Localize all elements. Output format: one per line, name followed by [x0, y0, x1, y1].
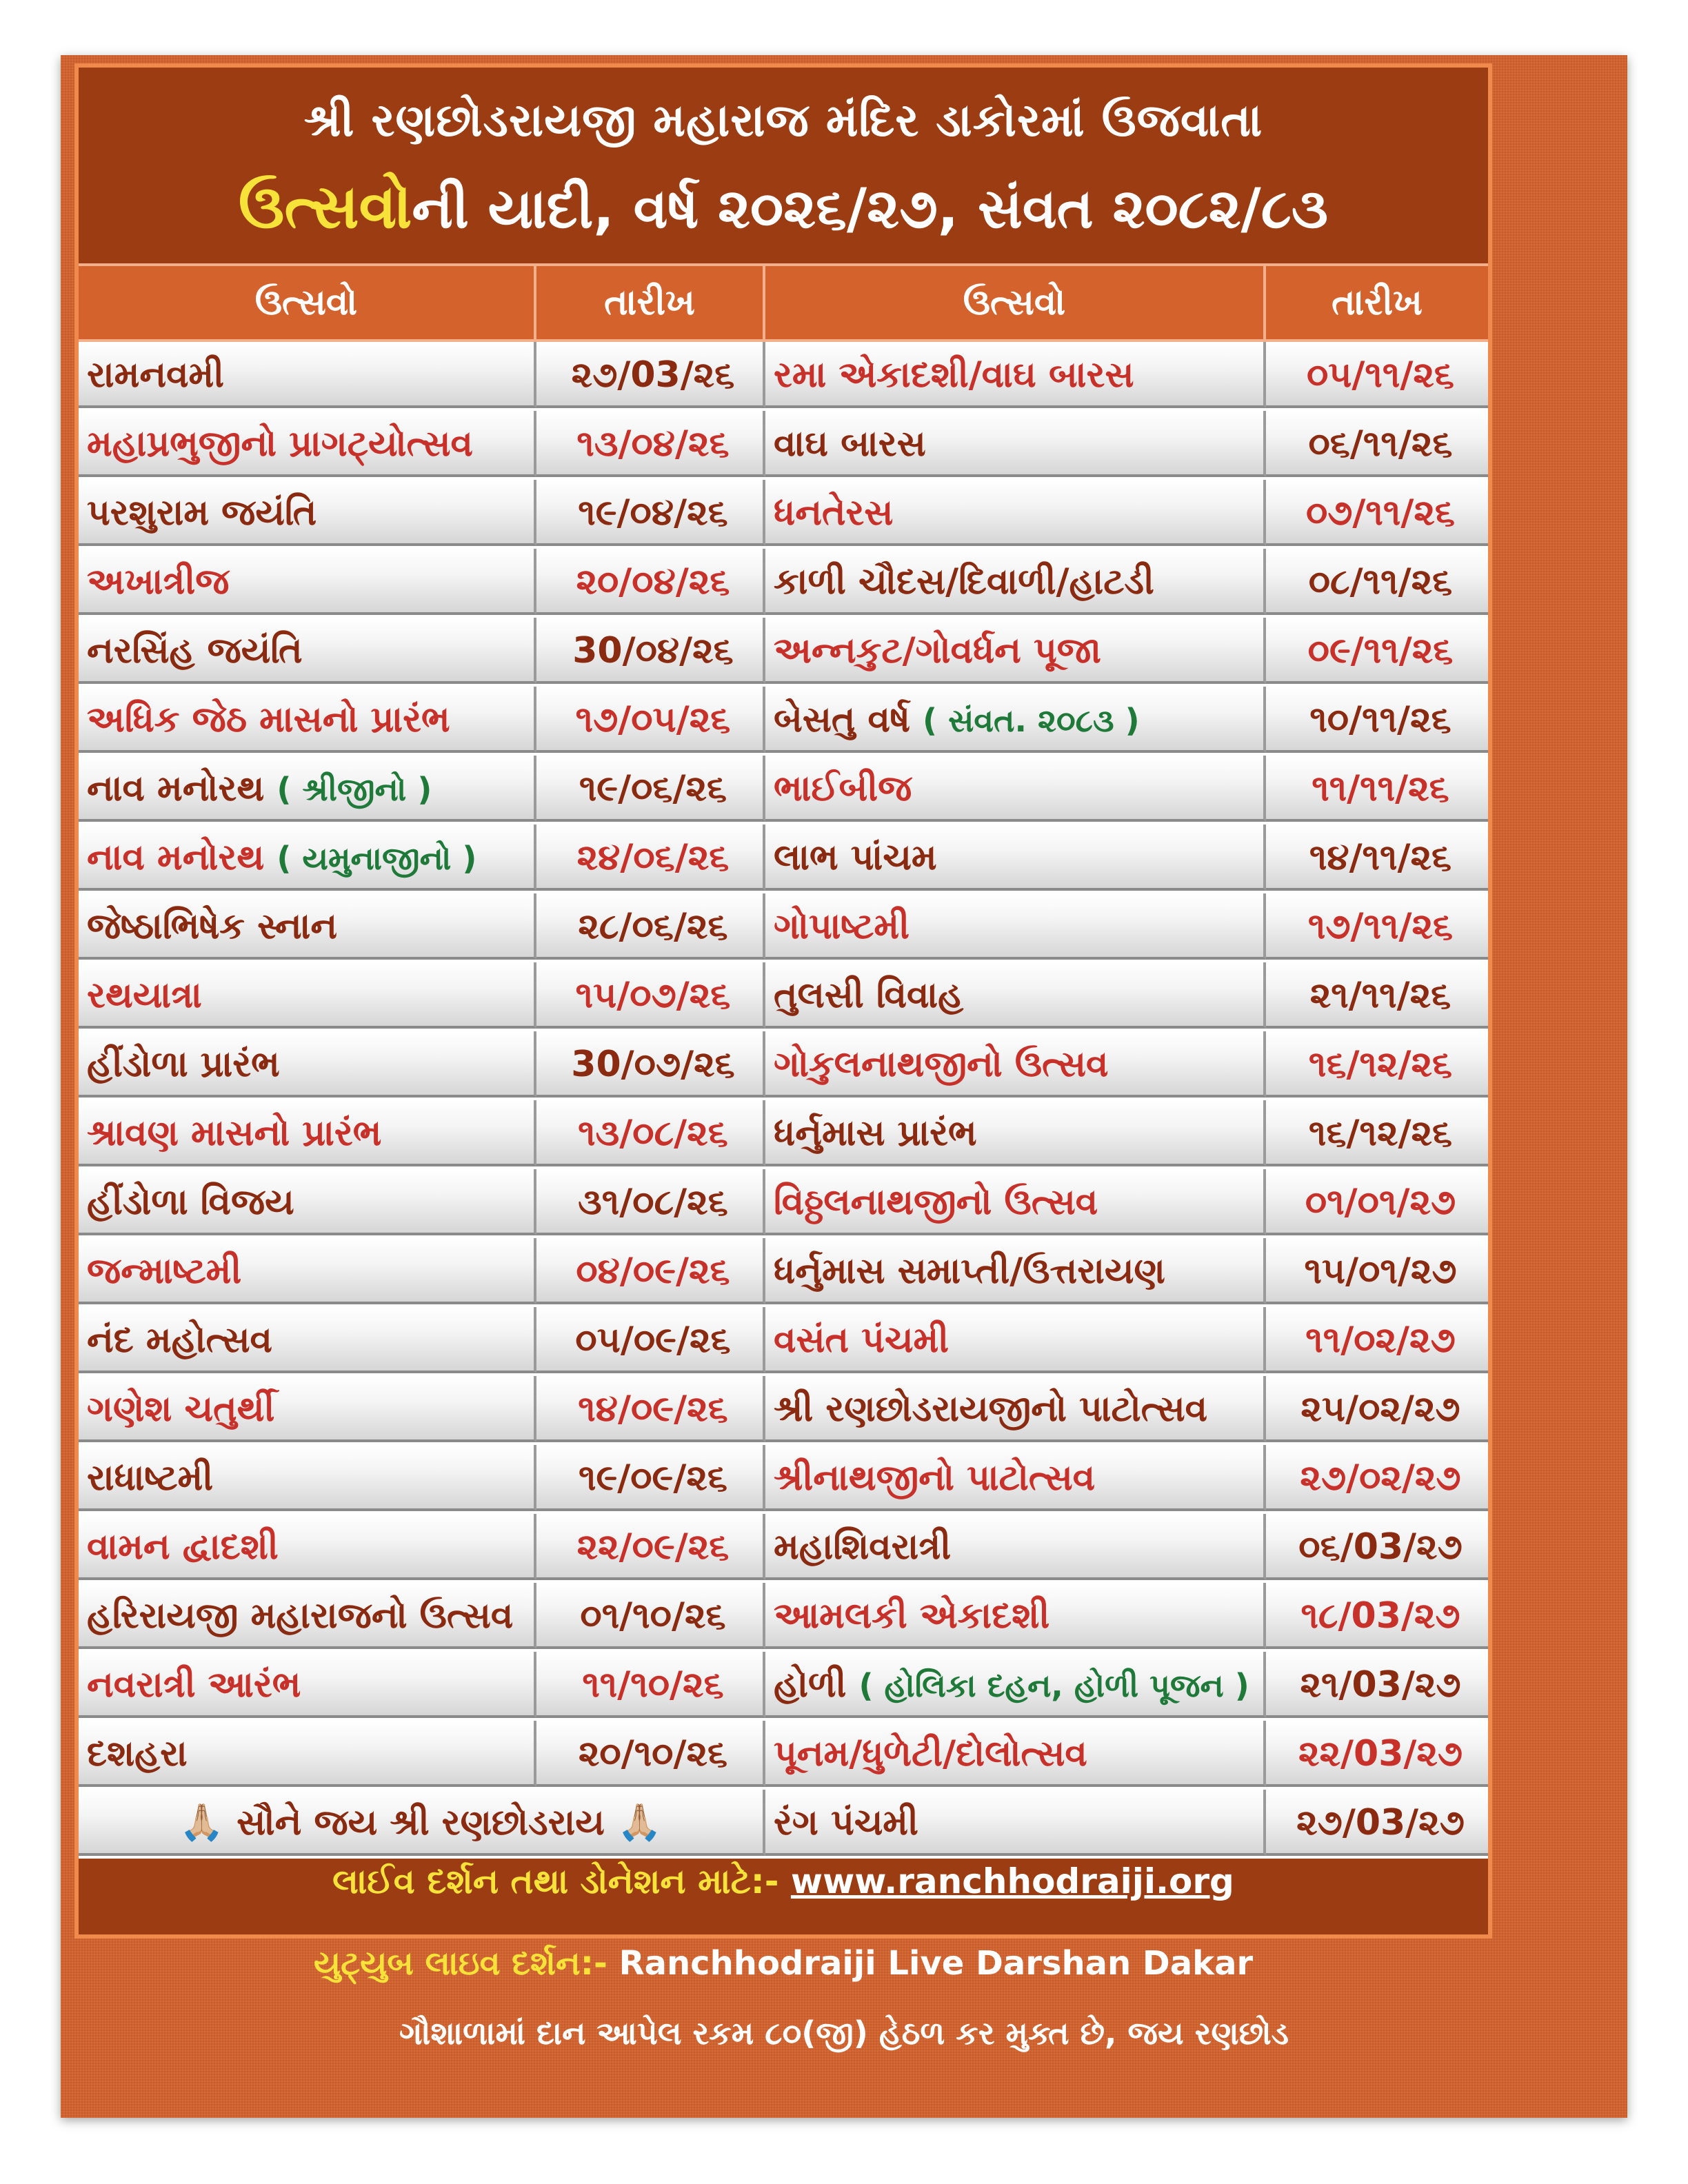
festival-date-left: ૦૫/૦૯/૨૬ [536, 1307, 765, 1373]
festival-name-right: હોળી ( હોલિકા દહન, હોળી પૂજન ) [765, 1652, 1266, 1718]
table-row [79, 962, 1488, 1031]
festival-name-right: કાળી ચૌદસ/દિવાળી/હાટડી [765, 549, 1266, 615]
festival-date-right: ૧૫/૦૧/૨૭ [1266, 1238, 1488, 1304]
festival-date-left: ૧૫/૦૭/૨૬ [536, 962, 765, 1029]
festival-date-left: ૧૭/૦૫/૨૬ [536, 687, 765, 753]
festival-date-right: ૨૭/૦૨/૨૭ [1266, 1445, 1488, 1511]
festival-name-left: નરસિંહ જયંતિ [79, 618, 536, 684]
festival-date-left: 30/૦૪/૨૬ [536, 618, 765, 684]
festival-date-right: ૦૧/૦૧/૨૭ [1266, 1169, 1488, 1235]
festival-date-left: ૧૯/૦૪/૨૬ [536, 480, 765, 546]
festival-date-left: ૦૧/૧૦/૨૬ [536, 1583, 765, 1649]
festival-date-left: ૧૪/૦૯/૨૬ [536, 1376, 765, 1442]
table-row [79, 1652, 1488, 1721]
festival-name-right: ધર્નુમાસ સમાપ્તી/ઉત્તરાયણ [765, 1238, 1266, 1304]
festival-date-right: ૦૬/03/૨૭ [1266, 1514, 1488, 1580]
festival-name-left: નંદ મહોત્સવ [79, 1307, 536, 1373]
table-row [79, 1445, 1488, 1514]
festival-name-left: અધિક જેઠ માસનો પ્રારંભ [79, 687, 536, 753]
festival-name-left: નાવ મનોરથ ( શ્રીજીનો ) [79, 756, 536, 822]
festival-date-left: ૨૨/૦૯/૨૬ [536, 1514, 765, 1580]
title-banner [79, 68, 1488, 263]
tax-exemption-note: ગૌશાળામાં દાન આપેલ રકમ ૮૦(જી) હેઠળ કર મુક્ત છે, જય રણછોડ [399, 2014, 1289, 2052]
festival-name-left: શ્રાવણ માસનો પ્રારંભ [79, 1100, 536, 1166]
festival-name-right: અન્નકુટ/ગોવર્ધન પૂજા [765, 618, 1266, 684]
table-header [79, 263, 1488, 342]
festival-name-right: રમા એકાદશી/વાઘ બારસ [765, 342, 1266, 408]
festival-name-right: ધનતેરસ [765, 480, 1266, 546]
festival-name-right: રંગ પંચમી [765, 1790, 1266, 1856]
festival-name-left: હીંડોળા વિજય [79, 1169, 536, 1235]
youtube-banner [74, 1944, 1492, 2006]
festival-name-left: ગણેશ ચતુર્થી [79, 1376, 536, 1442]
festival-name-left: રામનવમી [79, 342, 536, 408]
festival-name-right: શ્રીનાથજીનો પાટોત્સવ [765, 1445, 1266, 1511]
table-row [79, 825, 1488, 893]
festival-name-left: જન્માષ્ટમી [79, 1238, 536, 1304]
festival-date-left: ૦૪/૦૯/૨૬ [536, 1238, 765, 1304]
festival-name-right: શ્રી રણછોડરાયજીનો પાટોત્સવ [765, 1376, 1266, 1442]
festival-name-right: વાઘ બારસ [765, 411, 1266, 477]
festival-note-left: ( શ્રીજીનો ) [277, 771, 432, 808]
table-row [79, 1238, 1488, 1307]
festival-date-right: ૨૧/૧૧/૨૬ [1266, 962, 1488, 1029]
festival-date-left: ૧૧/૧૦/૨૬ [536, 1652, 765, 1718]
festival-name-left: રથયાત્રા [79, 962, 536, 1029]
table-row [79, 1583, 1488, 1652]
table-row [79, 1721, 1488, 1790]
festival-date-right: ૧૭/૧૧/૨૬ [1266, 893, 1488, 960]
header-date-right: તારીખ [1332, 282, 1423, 323]
festival-name-right: તુલસી વિવાહ [765, 962, 1266, 1029]
festival-date-right: ૨૨/03/૨૭ [1266, 1721, 1488, 1787]
festival-date-left: ૨૮/૦૬/૨૬ [536, 893, 765, 960]
festival-name-right: ધર્નુમાસ પ્રારંભ [765, 1100, 1266, 1166]
calendar-frame [74, 63, 1492, 1939]
festival-name-left: રાધાષ્ટમી [79, 1445, 536, 1511]
table-row [79, 411, 1488, 480]
festival-note-right: ( હોલિકા દહન, હોળી પૂજન ) [858, 1667, 1249, 1704]
donation-link[interactable]: www.ranchhodraiji.org [790, 1861, 1234, 1901]
festival-name-left: મહાપ્રભુજીનો પ્રાગટ્યોત્સવ [79, 411, 536, 477]
table-row [79, 687, 1488, 756]
festival-name-left: દશહરા [79, 1721, 536, 1787]
table-row [79, 1307, 1488, 1376]
festival-date-right: ૧૬/૧૨/૨૬ [1266, 1100, 1488, 1166]
festival-name-left: નાવ મનોરથ ( યમુનાજીનો ) [79, 825, 536, 891]
festival-note-left: ( યમુનાજીનો ) [277, 840, 477, 877]
festival-name-right: પૂનમ/ધુળેટી/દોલોત્સવ [765, 1721, 1266, 1787]
table-row [79, 1790, 1488, 1859]
youtube-channel: Ranchhodraiji Live Darshan Dakar [619, 1944, 1254, 1983]
table-row [79, 618, 1488, 687]
table-row [79, 1376, 1488, 1445]
festival-name-left: જેષ્ઠાભિષેક સ્નાન [79, 893, 536, 960]
table-row [79, 756, 1488, 825]
festival-date-left: ૩૧/૦૮/૨૬ [536, 1169, 765, 1235]
festival-date-right: ૧૦/૧૧/૨૬ [1266, 687, 1488, 753]
title-highlight: ઉત્સવો [238, 171, 412, 242]
festival-date-right: ૦૮/૧૧/૨૬ [1266, 549, 1488, 615]
festival-date-right: ૦૬/૧૧/૨૬ [1266, 411, 1488, 477]
festival-date-left: ૨૪/૦૬/૨૬ [536, 825, 765, 891]
festival-name-left: 🙏🏼 સૌને જય શ્રી રણછોડરાય 🙏🏼 [79, 1790, 765, 1856]
festival-date-right: ૧૧/૧૧/૨૬ [1266, 756, 1488, 822]
festival-date-left: ૧૯/૦૯/૨૬ [536, 1445, 765, 1511]
table-row [79, 1100, 1488, 1169]
header-date-left: તારીખ [536, 266, 765, 339]
festival-date-left: ૧૩/૦૮/૨૬ [536, 1100, 765, 1166]
festival-name-right: બેસતુ વર્ષ ( સંવત. ૨૦૮૩ ) [765, 687, 1266, 753]
festival-date-right: ૦૫/૧૧/૨૬ [1266, 342, 1488, 408]
festival-date-right: ૧૮/03/૨૭ [1266, 1583, 1488, 1649]
festival-date-right: ૨૧/03/૨૭ [1266, 1652, 1488, 1718]
table-row [79, 549, 1488, 618]
youtube-label: યુટ્યુબ લાઇવ દર્શન:- [313, 1944, 607, 1983]
festival-date-left: ૧૩/૦૪/૨૬ [536, 411, 765, 477]
header-festival-right: ઉત્સવો [765, 266, 1266, 339]
festival-date-left: 30/૦૭/૨૬ [536, 1031, 765, 1098]
table-row [79, 1031, 1488, 1100]
donation-line [79, 1861, 1488, 1902]
festival-date-right: ૨૫/૦૨/૨૭ [1266, 1376, 1488, 1442]
festival-name-left: હરિરાયજી મહારાજનો ઉત્સવ [79, 1583, 536, 1649]
title-line-2 [79, 171, 1488, 243]
table-row [79, 1169, 1488, 1238]
header-festival-left: ઉત્સવો [79, 266, 536, 339]
festival-name-right: ગોપાષ્ટમી [765, 893, 1266, 960]
festival-name-left: નવરાત્રી આરંભ [79, 1652, 536, 1718]
donation-banner [79, 1859, 1488, 1934]
festival-name-left: વામન દ્વાદશી [79, 1514, 536, 1580]
title-line-1: શ્રી રણછોડરાયજી મહારાજ મંદિર ડાકોરમાં ઉજવાતા [303, 94, 1263, 147]
festival-date-right: ૧૪/૧૧/૨૬ [1266, 825, 1488, 891]
table-row [79, 1514, 1488, 1583]
festival-date-left: ૨૦/૧૦/૨૬ [536, 1721, 765, 1787]
table-row [79, 342, 1488, 411]
festival-date-left: ૨૭/03/૨૬ [536, 342, 765, 408]
festival-date-right: ૦૭/૧૧/૨૬ [1266, 480, 1488, 546]
festival-name-left: હીંડોળા પ્રારંભ [79, 1031, 536, 1098]
festival-note-right: ( સંવત. ૨૦૮૩ ) [923, 702, 1140, 739]
title-rest: ની યાદી, વર્ષ ૨૦૨૬/૨૭, સંવત ૨૦૮૨/૮૩ [412, 176, 1329, 241]
festival-name-right: આમલકી એકાદશી [765, 1583, 1266, 1649]
festival-name-right: લાભ પાંચમ [765, 825, 1266, 891]
table-row [79, 480, 1488, 549]
festival-date-left: ૧૯/૦૬/૨૬ [536, 756, 765, 822]
festival-name-right: ગોકુલનાથજીનો ઉત્સવ [765, 1031, 1266, 1098]
festival-name-right: ભાઈબીજ [765, 756, 1266, 822]
festival-name-right: મહાશિવરાત્રી [765, 1514, 1266, 1580]
festival-name-left: પરશુરામ જયંતિ [79, 480, 536, 546]
table-row [79, 893, 1488, 962]
festival-name-right: વસંત પંચમી [765, 1307, 1266, 1373]
festival-date-right: ૨૭/03/૨૭ [1266, 1790, 1488, 1856]
festival-date-right: ૧૬/૧૨/૨૬ [1266, 1031, 1488, 1098]
donation-label: લાઈવ દર્શન તથા ડોનેશન માટે:- [332, 1861, 779, 1901]
festival-name-right: વિઠ્ઠલનાથજીનો ઉત્સવ [765, 1169, 1266, 1235]
festival-name-left: અખાત્રીજ [79, 549, 536, 615]
festival-date-right: ૦૯/૧૧/૨૬ [1266, 618, 1488, 684]
festival-date-right: ૧૧/૦૨/૨૭ [1266, 1307, 1488, 1373]
festival-date-left: ૨૦/૦૪/૨૬ [536, 549, 765, 615]
